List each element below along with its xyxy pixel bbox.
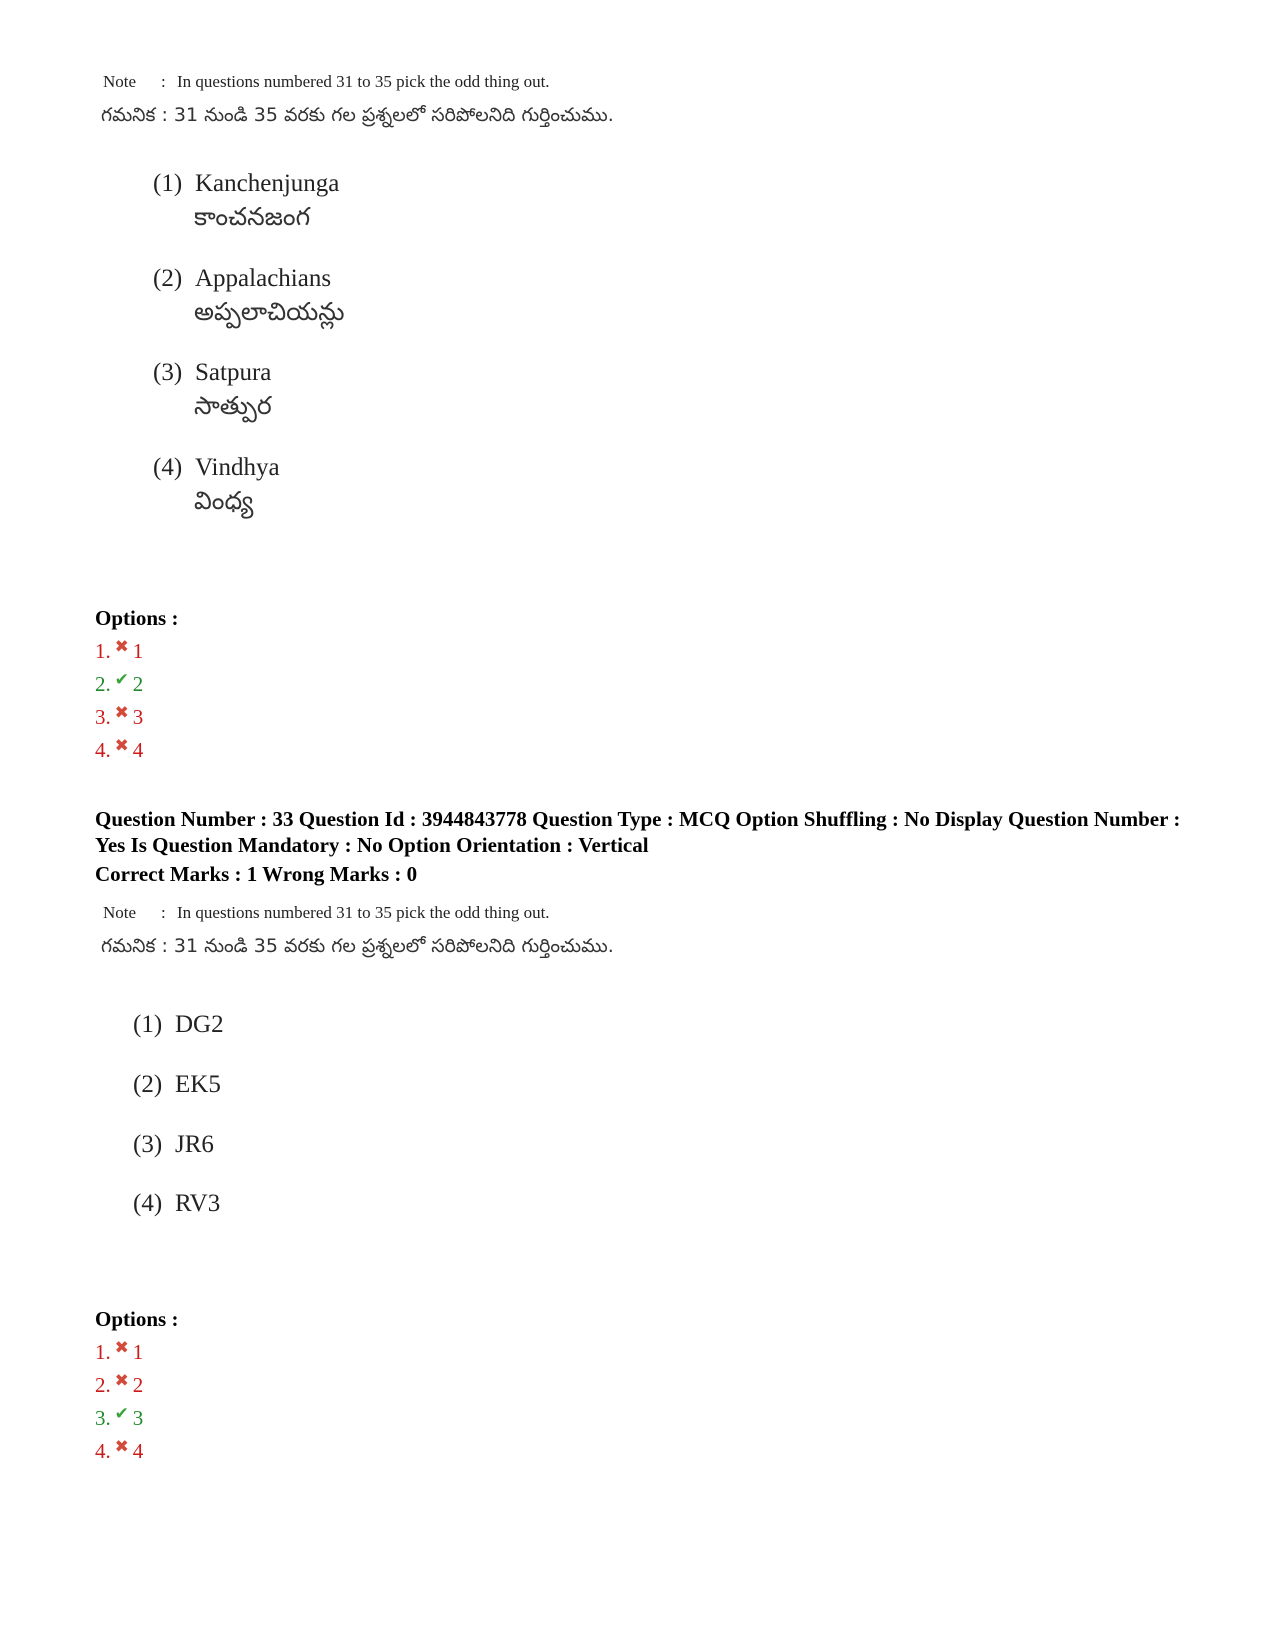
item-text: DG2 xyxy=(175,1011,224,1038)
option-index: 4. xyxy=(95,738,111,762)
option-index: 4. xyxy=(95,1439,111,1463)
option-row xyxy=(95,738,143,763)
check-icon: ✔ xyxy=(114,1404,129,1423)
note-line xyxy=(103,903,550,923)
item-number: (2) xyxy=(133,1071,163,1098)
question-item xyxy=(133,1131,214,1159)
item-text: RV3 xyxy=(175,1190,221,1217)
question-item xyxy=(153,359,271,387)
option-index: 1. xyxy=(95,1340,111,1364)
item-telugu: వింధ్య xyxy=(194,486,254,515)
note-label: Note xyxy=(103,903,137,922)
question-item xyxy=(153,170,339,198)
option-value: 2 xyxy=(132,1373,144,1397)
option-value: 3 xyxy=(132,705,144,729)
option-index: 3. xyxy=(95,1406,111,1430)
option-value: 4 xyxy=(132,1439,144,1463)
telugu-note: గమనిక : 31 నుండి 35 వరకు గల ప్రశ్నలలో సరిపోలనిది గుర్తించుము. xyxy=(101,104,614,126)
note-text: In questions numbered 31 to 35 pick the odd thing out. xyxy=(177,903,550,922)
option-value: 2 xyxy=(132,672,144,696)
question-item xyxy=(153,265,331,293)
question-item xyxy=(133,1071,221,1099)
option-row xyxy=(95,1373,143,1398)
item-text: Vindhya xyxy=(195,454,280,481)
note-colon: : xyxy=(161,903,166,922)
item-telugu: కాంచనజంగ xyxy=(194,202,311,231)
item-number: (3) xyxy=(133,1131,163,1158)
question-header: Question Number : 33 Question Id : 3944843778 Question Type : MCQ Option Shuffling : No Display Question Number : Yes Is Question Mandatory : No Option Orientation : Vertical xyxy=(95,807,1181,857)
option-value: 1 xyxy=(132,639,144,663)
item-number: (3) xyxy=(153,359,183,386)
item-number: (2) xyxy=(153,265,183,292)
question-item xyxy=(133,1190,220,1218)
check-icon: ✔ xyxy=(114,670,129,689)
option-row xyxy=(95,1406,143,1431)
note-text: In questions numbered 31 to 35 pick the odd thing out. xyxy=(177,72,550,91)
option-row xyxy=(95,672,143,697)
cross-icon: ✖ xyxy=(114,637,129,656)
option-value: 1 xyxy=(132,1340,144,1364)
cross-icon: ✖ xyxy=(114,703,129,722)
telugu-note: గమనిక : 31 నుండి 35 వరకు గల ప్రశ్నలలో సరిపోలనిది గుర్తించుము. xyxy=(101,935,614,957)
option-row xyxy=(95,1439,143,1464)
option-index: 2. xyxy=(95,672,111,696)
note-label: Note xyxy=(103,72,137,91)
item-number: (4) xyxy=(153,454,183,481)
options-title: Options : xyxy=(95,1307,179,1331)
option-row xyxy=(95,705,143,730)
item-number: (1) xyxy=(133,1011,163,1038)
item-number: (4) xyxy=(133,1190,163,1217)
item-text: Kanchenjunga xyxy=(195,170,340,197)
question-item xyxy=(133,1011,224,1039)
note-colon: : xyxy=(161,72,166,91)
cross-icon: ✖ xyxy=(114,736,129,755)
cross-icon: ✖ xyxy=(114,1371,129,1390)
item-text: JR6 xyxy=(175,1131,214,1158)
options-title: Options : xyxy=(95,606,179,630)
item-telugu: సాత్పుర xyxy=(194,391,272,420)
item-text: Appalachians xyxy=(195,265,332,292)
item-number: (1) xyxy=(153,170,183,197)
option-value: 3 xyxy=(132,1406,144,1430)
option-value: 4 xyxy=(132,738,144,762)
item-text: EK5 xyxy=(175,1071,221,1098)
question-item xyxy=(153,454,280,482)
cross-icon: ✖ xyxy=(114,1437,129,1456)
cross-icon: ✖ xyxy=(114,1338,129,1357)
option-row xyxy=(95,639,143,664)
note-line xyxy=(103,72,550,92)
option-index: 1. xyxy=(95,639,111,663)
marks-line: Correct Marks : 1 Wrong Marks : 0 xyxy=(95,862,418,886)
option-index: 3. xyxy=(95,705,111,729)
option-row xyxy=(95,1340,143,1365)
item-text: Satpura xyxy=(195,359,272,386)
item-telugu: అప్పలాచియన్లు xyxy=(194,297,345,326)
option-index: 2. xyxy=(95,1373,111,1397)
